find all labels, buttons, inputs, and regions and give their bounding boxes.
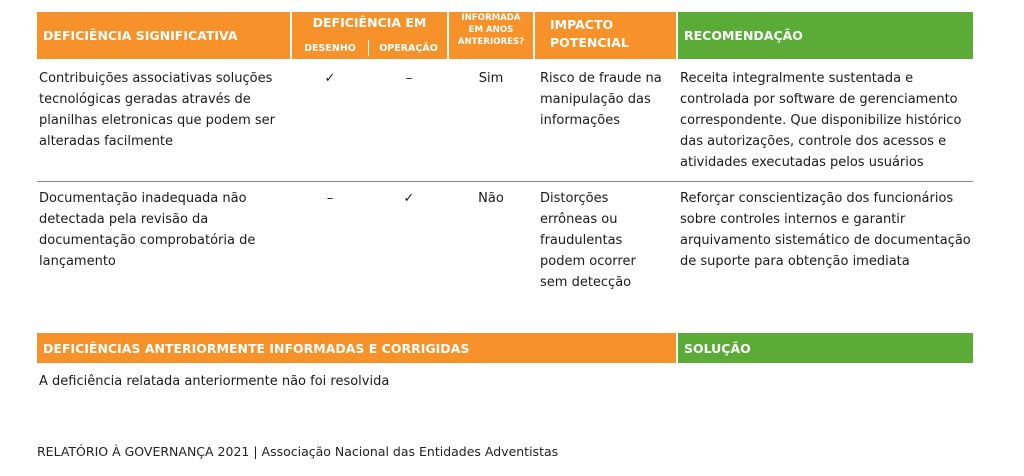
row-1-recommendation-line: correspondente. Que disponibilize histórico [680,113,962,128]
header-informed-line-3: ANTERIORES? [457,37,525,47]
row-1-deficiency [39,68,289,152]
row-1-operation-dash: – [405,71,413,86]
header-solution [678,333,973,363]
header-previous-deficiencies [37,333,676,363]
row-2-deficiency-line: documentação comprobatória de [39,233,256,248]
row-2-recommendation-line: arquivamento sistemático de documentação [680,233,971,248]
row-2-impact-line: sem detecção [540,275,632,290]
header-impact-line-2: POTENCIAL [550,35,629,50]
row-2-recommendation-line: Reforçar conscientização dos funcionários [680,191,954,206]
row-1-informed: Sim [478,71,504,86]
header-deficiency-in-group [292,12,447,59]
header-previous-label: DEFICIÊNCIAS ANTERIORMENTE INFORMADAS E CORRIGIDAS [43,340,470,356]
row-2-impact-line: Distorções [540,191,609,206]
row-1-design-check: ✓ [324,71,336,86]
row-2-recommendation [680,188,973,272]
row-1-recommendation [680,68,973,173]
row-2-impact [540,188,676,293]
row-1-deficiency-line: planilhas eletronicas que podem ser [39,113,275,128]
page-footer: RELATÓRIO À GOVERNANÇA 2021 | Associação Nacional das Entidades Adventistas [37,444,559,459]
row-2-operation-check: ✓ [403,191,415,206]
row-2-recommendation-line: de suporte para obtenção imediata [680,254,910,269]
row-2-impact-line: podem ocorrer [540,254,636,269]
header-impact-line-1: IMPACTO [550,17,614,32]
header-recommendation [678,12,973,59]
header-solution-label: SOLUÇÃO [684,340,751,356]
row-1-recommendation-line: das autorizações, controle dos acessos e [680,134,947,149]
header-informed-line-1: INFORMADA [461,13,521,23]
previous-text: A deficiência relatada anteriormente não foi resolvida [39,374,390,389]
row-1-impact-line: Risco de fraude na [540,71,662,86]
header-design: DESENHO [304,43,356,54]
header-deficiency [37,12,290,59]
row-1-deficiency-line: tecnológicas geradas através de [39,92,251,107]
row-1-deficiency-line: alteradas facilmente [39,134,174,149]
header-impact [535,12,676,59]
header-deficiency-label: DEFICIÊNCIA SIGNIFICATIVA [43,28,238,43]
row-1-recommendation-line: atividades executadas pelos usuários [680,155,924,170]
row-2-deficiency-line: detectada pela revisão da [39,212,209,227]
header-sub-divider [368,40,369,56]
row-2-deficiency-line: Documentação inadequada não [39,191,247,206]
header-informed-line-2: EM ANOS [468,25,514,35]
row-2-impact-line: errôneas ou [540,212,618,227]
row-2-recommendation-line: sobre controles internos e garantir [680,212,906,227]
row-2-impact-line: fraudulentas [540,233,623,248]
row-1-recommendation-line: Receita integralmente sustentada e [680,71,914,86]
row-1-impact [540,68,676,131]
row-1-impact-line: manipulação das [540,92,651,107]
row-1-recommendation-line: controlada por software de gerenciamento [680,92,958,107]
header-recommendation-label: RECOMENDAÇÃO [684,28,803,43]
row-2-deficiency-line: lançamento [39,254,116,269]
header-deficiency-in: DEFICIÊNCIA EM [312,15,427,30]
header-operation: OPERAÇÃO [379,43,438,54]
header-informed-before [449,12,533,59]
row-2-deficiency [39,188,289,272]
row-1-deficiency-line: Contribuições associativas soluções [39,71,273,86]
row-divider [37,181,973,182]
row-2-design-dash: – [326,191,334,206]
row-2-informed: Não [478,191,504,206]
row-1-impact-line: informações [540,113,620,128]
